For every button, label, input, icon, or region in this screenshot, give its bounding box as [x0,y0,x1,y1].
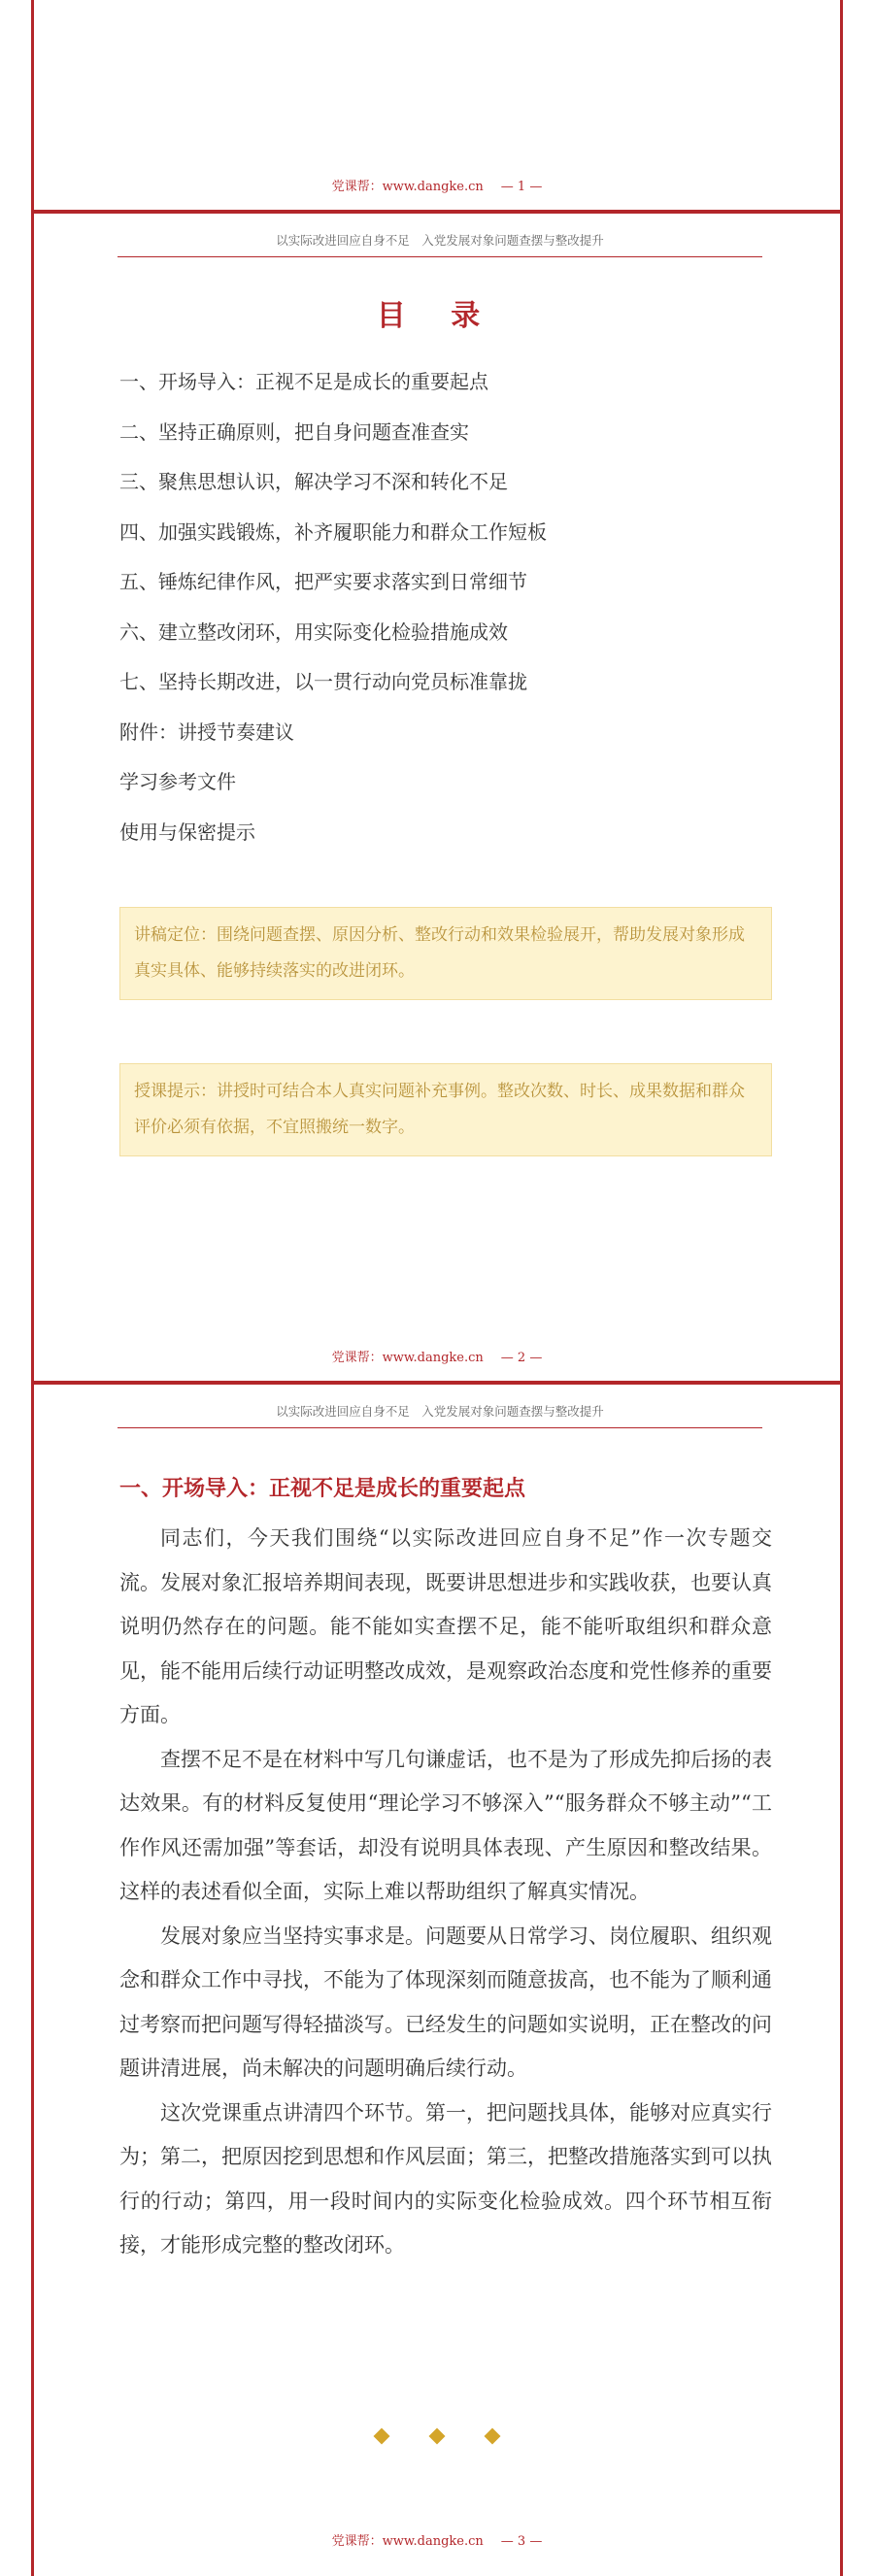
toc-item[interactable]: 一、开场导入：正视不足是成长的重要起点 [119,370,488,393]
toc-item[interactable]: 二、坚持正确原则，把自身问题查准查实 [119,419,469,444]
page-footer [34,2530,840,2549]
running-header: 以实际改进回应自身不足 入党发展对象问题查摆与整改提升 [118,231,762,257]
diamond-icon [373,2428,389,2445]
diamond-icon [485,2428,501,2445]
section-end-ornament [34,2427,840,2446]
footer-page-number: — 2 — [500,1351,543,1365]
paragraph: 这次党课重点讲清四个环节。第一，把问题找具体，能够对应真实行为；第二，把原因挖到思想和作风层面；第三，把整改措施落实到可以执行的行动；第四，用一段时间内的实际变化检验成效。四个环节相互衔接，才能形成完整的整改闭环。 [119,2100,772,2257]
footer-page-number: — 1 — [500,180,543,194]
footer-site: 党课帮：www.dangke.cn [331,2534,484,2549]
page-1 [31,0,843,210]
toc-item[interactable]: 附件：讲授节奏建议 [119,719,294,744]
toc-item[interactable]: 六、建立整改闭环，用实际变化检验措施成效 [119,619,508,644]
footer-page-number: — 3 — [500,2534,543,2549]
toc-item[interactable]: 七、坚持长期改进，以一贯行动向党员标准靠拢 [119,670,527,693]
toc-list [119,357,760,857]
page-2 [31,214,843,1381]
footer-site: 党课帮：www.dangke.cn [331,180,484,194]
section-title: 一、开场导入：正视不足是成长的重要起点 [119,1476,526,1501]
teaching-note: 授课提示：讲授时可结合本人真实问题补充事例。整改次数、时长、成果数据和群众评价必须有依据，不宜照搬统一数字。 [119,1063,772,1156]
toc-title: 目 录 [376,299,498,333]
page-3 [31,1385,843,2576]
page-footer [34,176,840,194]
paragraph: 查摆不足不是在材料中写几句谦虚话，也不是为了形成先抑后扬的表达效果。有的材料反复使用“理论学习不够深入”“服务群众不够主动”“工作作风还需加强”等套话，却没有说明具体表现、产生原因和整改结果。这样的表述看似全面，实际上难以帮助组织了解真实情况。 [119,1747,772,1903]
toc-item[interactable]: 学习参考文件 [119,770,236,793]
running-header: 以实际改进回应自身不足 入党发展对象问题查摆与整改提升 [118,1402,762,1428]
toc-item[interactable]: 四、加强实践锻炼，补齐履职能力和群众工作短板 [119,519,547,544]
diamond-icon [429,2428,446,2445]
paragraph: 发展对象应当坚持实事求是。问题要从日常学习、岗位履职、组织观念和群众工作中寻找，不能为了体现深刻而随意拔高，也不能为了顺利通过考察而把问题写得轻描淡写。已经发生的问题如实说明，正在整改的问题讲清进展，尚未解决的问题明确后续行动。 [119,1924,772,2080]
toc-item[interactable]: 五、锤炼纪律作风，把严实要求落实到日常细节 [119,570,527,593]
toc-item[interactable]: 三、聚焦思想认识，解决学习不深和转化不足 [119,470,508,493]
toc-item[interactable]: 使用与保密提示 [119,820,255,844]
positioning-note: 讲稿定位：围绕问题查摆、原因分析、整改行动和效果检验展开，帮助发展对象形成真实具体、能够持续落实的改进闭环。 [119,907,772,1000]
section-body [119,1517,772,2268]
footer-site: 党课帮：www.dangke.cn [331,1351,484,1365]
paragraph: 同志们，今天我们围绕“以实际改进回应自身不足”作一次专题交流。发展对象汇报培养期间表现，既要讲思想进步和实践收获，也要认真说明仍然存在的问题。能不能如实查摆不足，能不能听取组织和群众意见，能不能用后续行动证明整改成效，是观察政治态度和党性修养的重要方面。 [119,1526,772,1726]
page-footer [34,1347,840,1365]
